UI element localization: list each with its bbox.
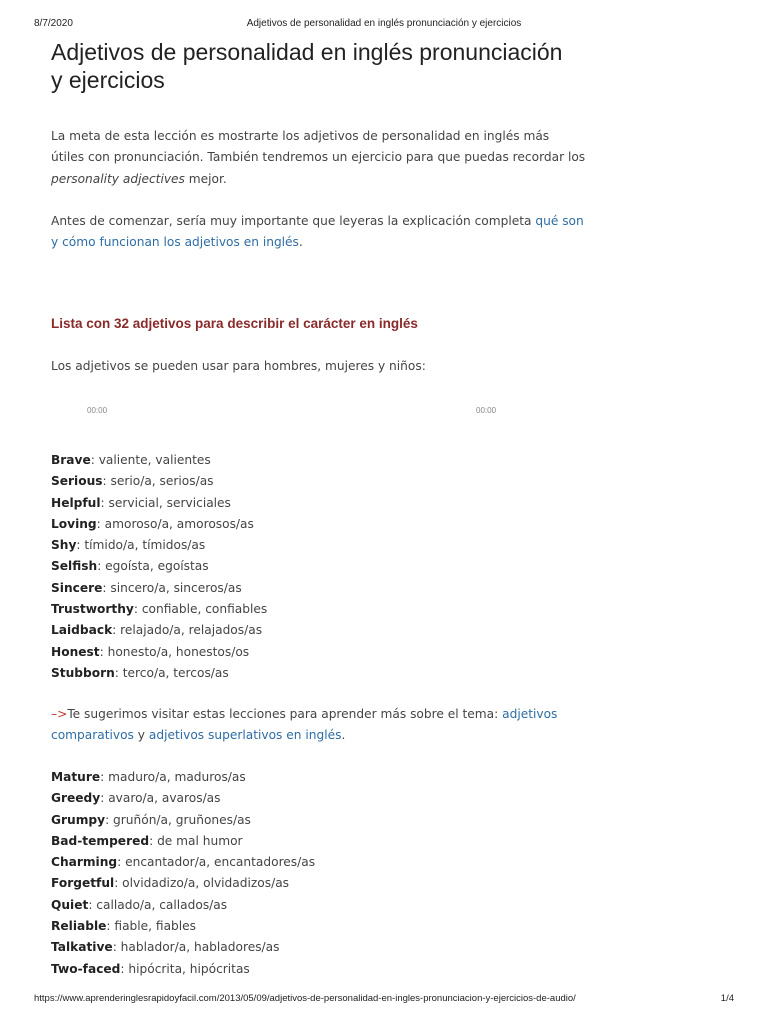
vocab-word: Talkative xyxy=(51,940,113,955)
print-footer xyxy=(0,991,768,1005)
audio-player-1[interactable] xyxy=(87,406,107,415)
vocab-separator: : xyxy=(133,602,142,617)
arrow-marker: –> xyxy=(51,707,68,721)
section-heading: Lista con 32 adjetivos para describir el carácter en inglés xyxy=(51,316,418,331)
vocab-separator: : xyxy=(149,833,158,848)
vocab-separator: : xyxy=(100,791,109,806)
vocab-translation: olvidadizo/a, olvidadizos/as xyxy=(122,876,290,891)
vocab-separator: : xyxy=(102,580,111,595)
intro-paragraph xyxy=(51,126,586,190)
vocab-translation: sincero/a, sinceros/as xyxy=(110,580,242,595)
vocab-word: Grumpy xyxy=(51,812,106,827)
vocab-word: Selfish xyxy=(51,559,98,574)
vocab-item xyxy=(51,873,315,894)
intro-text-2: mejor. xyxy=(184,171,227,186)
vocab-word: Loving xyxy=(51,516,97,531)
vocab-word: Stubborn xyxy=(51,665,115,680)
vocab-item xyxy=(51,578,267,599)
vocab-translation: serio/a, serios/as xyxy=(110,474,214,489)
vocab-translation: valiente, valientes xyxy=(98,453,211,467)
vocab-translation: encantador/a, encantadores/as xyxy=(125,855,316,870)
vocab-translation: hablador/a, habladores/as xyxy=(120,940,280,955)
vocab-separator: : xyxy=(99,644,108,659)
vocab-word: Brave xyxy=(51,453,91,467)
vocab-translation: terco/a, tercos/as xyxy=(122,665,229,680)
vocab-word: Bad-tempered xyxy=(51,833,150,848)
vocab-item xyxy=(51,663,267,684)
audio-time-1: 00:00 xyxy=(87,406,108,415)
vocab-item xyxy=(51,831,315,852)
vocab-separator: : xyxy=(112,623,121,638)
vocab-translation: egoísta, egoístas xyxy=(105,559,209,574)
vocab-translation: gruñón/a, gruñones/as xyxy=(113,812,251,827)
vocab-word: Sincere xyxy=(51,580,103,595)
vocab-word: Greedy xyxy=(51,791,101,806)
vocab-item xyxy=(51,810,315,831)
vocab-translation: tímido/a, tímidos/as xyxy=(84,538,206,553)
vocab-word: Reliable xyxy=(51,919,107,934)
vocab-item xyxy=(51,895,315,916)
vocab-word: Trustworthy xyxy=(51,602,134,617)
suggestion-text: Te sugerimos visitar estas lecciones para aprender más sobre el tema: xyxy=(67,707,503,721)
vocab-item xyxy=(51,642,267,663)
usage-note: Los adjetivos se pueden usar para hombres, mujeres y niños: xyxy=(51,359,426,373)
vocab-translation: confiable, confiables xyxy=(141,602,268,617)
vocab-list-2 xyxy=(51,767,315,980)
vocab-item xyxy=(51,620,267,641)
vocab-word: Shy xyxy=(51,538,77,553)
page-title: Adjetivos de personalidad en inglés pronunciación y ejercicios xyxy=(51,39,563,93)
vocab-translation: amoroso/a, amorosos/as xyxy=(104,516,254,531)
superlatives-link[interactable]: adjetivos superlativos en inglés xyxy=(148,728,342,743)
vocab-separator: : xyxy=(88,897,97,912)
vocab-word: Laidback xyxy=(51,623,113,638)
vocab-item xyxy=(51,916,315,937)
vocab-word: Quiet xyxy=(51,897,89,912)
print-date: 8/7/2020 xyxy=(34,18,73,29)
print-header-title: Adjetivos de personalidad en inglés pronunciación y ejercicios xyxy=(246,18,522,29)
vocab-separator: : xyxy=(100,495,109,510)
vocab-item xyxy=(51,937,315,958)
vocab-separator: : xyxy=(112,940,121,955)
vocab-separator: : xyxy=(105,812,114,827)
vocab-item xyxy=(51,535,267,556)
vocab-word: Two-faced xyxy=(51,961,121,976)
vocab-word: Forgetful xyxy=(51,876,115,891)
intro-text-1: La meta de esta lección es mostrarte los adjetivos de personalidad en inglés más útiles con pronunciación. También tendremos un ejercicio para que puedas recordar los xyxy=(51,129,586,165)
vocab-translation: honesto/a, honestos/os xyxy=(107,644,250,659)
vocab-word: Serious xyxy=(51,474,103,489)
vocab-item xyxy=(51,471,267,492)
vocab-translation: hipócrita, hipócritas xyxy=(128,961,250,976)
vocab-list-1 xyxy=(51,450,267,684)
before-text: Antes de comenzar, sería muy importante que leyeras la explicación completa xyxy=(51,214,536,228)
print-url: https://www.aprenderinglesrapidoyfacil.com/2013/05/09/adjetivos-de-personalidad-en-ingles-pronunciacion-y-ejercicios-de-audio/ xyxy=(34,993,576,1004)
before-paragraph xyxy=(51,211,586,254)
vocab-separator: : xyxy=(96,516,105,531)
vocab-separator: : xyxy=(114,665,123,680)
vocab-separator: : xyxy=(117,855,126,870)
vocab-translation: relajado/a, relajados/as xyxy=(120,623,263,638)
vocab-separator: : xyxy=(114,876,123,891)
vocab-item xyxy=(51,767,315,788)
vocab-separator: : xyxy=(90,453,99,467)
audio-time-2: 00:00 xyxy=(476,406,497,415)
vocab-item xyxy=(51,788,315,809)
vocab-item xyxy=(51,514,267,535)
vocab-separator: : xyxy=(100,770,109,784)
vocab-translation: avaro/a, avaros/as xyxy=(108,791,221,806)
suggestion-paragraph xyxy=(51,704,586,747)
vocab-item xyxy=(51,450,267,471)
vocab-word: Honest xyxy=(51,644,100,659)
vocab-separator: : xyxy=(102,474,111,489)
vocab-separator: : xyxy=(76,538,85,553)
vocab-item xyxy=(51,852,315,873)
vocab-translation: fiable, fiables xyxy=(114,919,197,934)
comparatives-link[interactable]: adjetivos comparativos xyxy=(51,707,558,743)
suggestion-and: y xyxy=(133,728,149,743)
adjectives-explanation-link[interactable]: qué son y cómo funcionan los adjetivos en inglés xyxy=(51,214,584,250)
vocab-item xyxy=(51,959,315,980)
vocab-translation: servicial, serviciales xyxy=(108,495,231,510)
vocab-translation: de mal humor xyxy=(157,833,243,848)
intro-emphasis: personality adjectives xyxy=(51,171,185,186)
vocab-item xyxy=(51,556,267,577)
vocab-item xyxy=(51,493,267,514)
vocab-translation: callado/a, callados/as xyxy=(96,897,228,912)
vocab-word: Helpful xyxy=(51,495,101,510)
vocab-separator: : xyxy=(120,961,129,976)
suggestion-end: . xyxy=(341,728,346,743)
vocab-separator: : xyxy=(106,919,115,934)
print-header xyxy=(0,14,768,30)
audio-player-2[interactable] xyxy=(476,406,496,415)
vocab-translation: maduro/a, maduros/as xyxy=(108,770,246,784)
vocab-item xyxy=(51,599,267,620)
vocab-separator: : xyxy=(97,559,106,574)
vocab-word: Charming xyxy=(51,855,118,870)
vocab-word: Mature xyxy=(51,770,101,784)
before-end: . xyxy=(298,235,303,250)
page-number: 1/4 xyxy=(720,993,734,1004)
